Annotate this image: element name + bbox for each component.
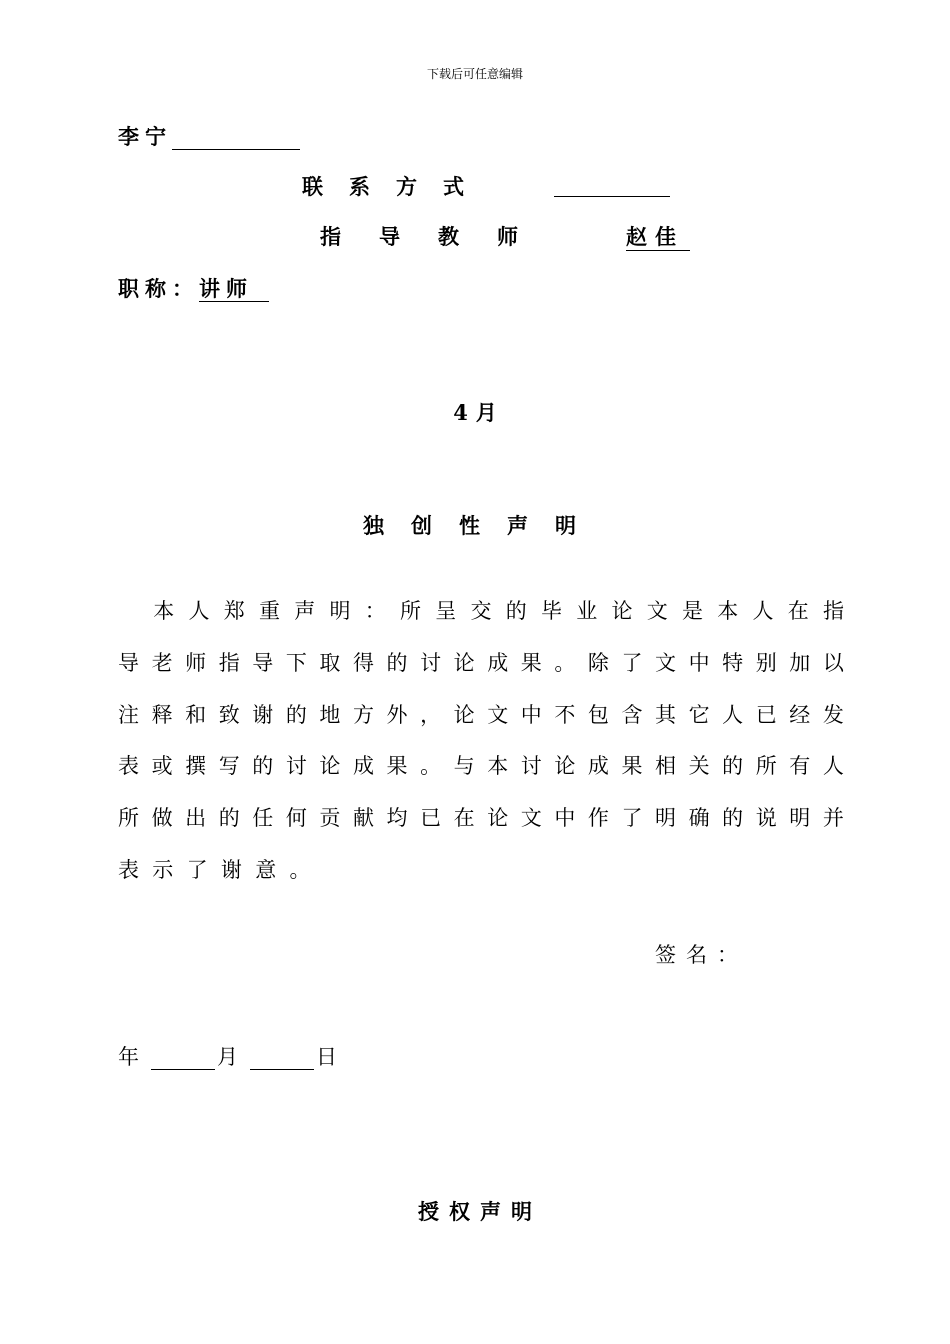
paragraph-line bbox=[118, 753, 844, 779]
paragraph-char: 论 bbox=[554, 754, 576, 778]
paragraph-char: 释 bbox=[151, 703, 173, 727]
paragraph-char: 的 bbox=[505, 599, 527, 623]
paragraph-char: 呈 bbox=[435, 599, 457, 623]
paragraph-char: 撰 bbox=[185, 754, 207, 778]
paragraph-char: ， bbox=[420, 703, 442, 727]
paragraph-char: 经 bbox=[789, 703, 811, 727]
advisor-name: 赵佳 bbox=[626, 224, 690, 251]
paragraph-char: 文 bbox=[520, 806, 542, 830]
authorization-title: 授权声明 bbox=[418, 1199, 542, 1224]
paragraph-char: 均 bbox=[386, 806, 408, 830]
paragraph-char: 成 bbox=[487, 651, 509, 675]
paragraph-char: 做 bbox=[151, 806, 173, 830]
author-line bbox=[118, 124, 300, 150]
paragraph-char: 并 bbox=[822, 806, 844, 830]
paragraph-char: 导 bbox=[252, 651, 274, 675]
paragraph-char: 的 bbox=[386, 651, 408, 675]
month-blank bbox=[151, 1049, 215, 1070]
paragraph-char: 师 bbox=[185, 651, 207, 675]
paragraph-char: 论 bbox=[453, 651, 475, 675]
paragraph-char: 。 bbox=[554, 651, 576, 675]
paragraph-char: 或 bbox=[151, 754, 173, 778]
signature-label: 签名： bbox=[655, 943, 748, 967]
paragraph-char: 人 bbox=[822, 754, 844, 778]
date-month: 月 bbox=[217, 1045, 238, 1069]
paragraph-char: 指 bbox=[218, 651, 240, 675]
paragraph-char: 论 bbox=[319, 754, 341, 778]
paragraph-char: 得 bbox=[352, 651, 374, 675]
paragraph-char: 特 bbox=[722, 651, 744, 675]
paragraph-char: ： bbox=[364, 599, 386, 623]
paragraph-char: 的 bbox=[722, 754, 744, 778]
paragraph-char: 明 bbox=[789, 806, 811, 830]
paragraph-char: 已 bbox=[755, 703, 777, 727]
paragraph-char: 中 bbox=[520, 703, 542, 727]
paragraph-char: 包 bbox=[587, 703, 609, 727]
paragraph-char: 说 bbox=[755, 806, 777, 830]
paragraph-char: 有 bbox=[789, 754, 811, 778]
advisor-label: 指导教师 bbox=[320, 224, 556, 249]
author-blank bbox=[172, 127, 300, 150]
paragraph-char: 写 bbox=[218, 754, 240, 778]
paragraph-char: 和 bbox=[185, 703, 207, 727]
paragraph-char: 重 bbox=[259, 599, 280, 623]
paragraph-char: 已 bbox=[420, 806, 442, 830]
paragraph-char: 毕 bbox=[541, 599, 562, 623]
day-blank bbox=[250, 1049, 314, 1070]
paragraph-char: 论 bbox=[487, 806, 509, 830]
paragraph-line bbox=[118, 650, 844, 676]
paragraph-char: 在 bbox=[787, 599, 809, 623]
paragraph-char: 果 bbox=[386, 754, 408, 778]
paragraph-char: 指 bbox=[823, 599, 844, 623]
paragraph-char: 明 bbox=[655, 806, 676, 830]
title-line bbox=[118, 276, 269, 302]
paragraph-char: 地 bbox=[319, 703, 341, 727]
paragraph-char: 人 bbox=[722, 703, 744, 727]
paragraph-char: 人 bbox=[188, 599, 210, 623]
paragraph-char: 的 bbox=[722, 806, 744, 830]
paragraph-char: 了 bbox=[621, 651, 643, 675]
title-label: 职称： bbox=[118, 276, 199, 301]
paragraph-char: 发 bbox=[822, 703, 844, 727]
paragraph-char: 献 bbox=[352, 806, 374, 830]
paragraph-char: 含 bbox=[621, 703, 643, 727]
paragraph-char: 作 bbox=[587, 806, 609, 830]
paragraph-char: 不 bbox=[554, 703, 576, 727]
paragraph-char: 讨 bbox=[520, 754, 542, 778]
paragraph-char: 文 bbox=[655, 651, 676, 675]
paragraph-char: 老 bbox=[151, 651, 173, 675]
paragraph-char: 以 bbox=[822, 651, 844, 675]
paragraph-char: 文 bbox=[487, 703, 509, 727]
date-line bbox=[118, 1044, 337, 1070]
paragraph-char: 讨 bbox=[420, 651, 442, 675]
paragraph-char: 所 bbox=[118, 806, 139, 830]
paragraph-char: 外 bbox=[386, 703, 408, 727]
paragraph-char: 与 bbox=[453, 754, 475, 778]
paragraph-char: 的 bbox=[252, 754, 274, 778]
paragraph-char: 交 bbox=[470, 599, 492, 623]
paragraph-char: 导 bbox=[118, 651, 139, 675]
paragraph-char: 的 bbox=[285, 703, 307, 727]
paragraph-char: 论 bbox=[453, 703, 475, 727]
paragraph-char: 关 bbox=[688, 754, 710, 778]
paragraph-char: 论 bbox=[611, 599, 633, 623]
paragraph-char: 本 bbox=[487, 754, 509, 778]
author-name: 李宁 bbox=[118, 124, 172, 149]
paragraph-char: 是 bbox=[682, 599, 703, 623]
title-value: 讲师 bbox=[199, 276, 269, 302]
paragraph-char: 人 bbox=[752, 599, 774, 623]
paragraph-char: 所 bbox=[400, 599, 421, 623]
paragraph-char: 声 bbox=[294, 599, 316, 623]
paragraph-char: 。 bbox=[420, 754, 442, 778]
paragraph-char: 致 bbox=[218, 703, 240, 727]
paragraph-char: 除 bbox=[587, 651, 609, 675]
paragraph-char: 本 bbox=[717, 599, 739, 623]
paragraph-char: 别 bbox=[755, 651, 777, 675]
header-note: 下载后可任意编辑 bbox=[426, 67, 523, 81]
paragraph-char: 加 bbox=[789, 651, 811, 675]
paragraph-char: 确 bbox=[688, 806, 710, 830]
originality-title: 独创性声明 bbox=[363, 513, 603, 538]
paragraph-char: 表 bbox=[118, 754, 139, 778]
paragraph-char: 成 bbox=[587, 754, 609, 778]
paragraph-char: 取 bbox=[319, 651, 341, 675]
paragraph-char: 成 bbox=[352, 754, 374, 778]
date-day: 日 bbox=[316, 1045, 337, 1069]
paragraph-char: 郑 bbox=[223, 599, 245, 623]
paragraph-char: 下 bbox=[285, 651, 307, 675]
paragraph-char: 的 bbox=[218, 806, 240, 830]
paragraph-char: 出 bbox=[185, 806, 207, 830]
month-text: 4月 bbox=[453, 400, 505, 425]
contact-label: 联系方式 bbox=[302, 174, 490, 199]
paragraph-char: 它 bbox=[688, 703, 710, 727]
paragraph-char: 何 bbox=[285, 806, 307, 830]
paragraph-char: 业 bbox=[576, 599, 598, 623]
paragraph-char: 明 bbox=[329, 599, 351, 623]
paragraph-char: 谢 bbox=[252, 703, 274, 727]
paragraph-line bbox=[118, 702, 844, 728]
paragraph-char bbox=[118, 598, 139, 624]
paragraph-char: 相 bbox=[655, 754, 676, 778]
paragraph-char: 果 bbox=[520, 651, 542, 675]
paragraph-char: 讨 bbox=[285, 754, 307, 778]
paragraph-char: 注 bbox=[118, 703, 139, 727]
paragraph-char: 文 bbox=[646, 599, 668, 623]
date-year: 年 bbox=[118, 1045, 139, 1069]
paragraph-last-line: 表示了谢意。 bbox=[118, 858, 324, 882]
paragraph-char: 方 bbox=[352, 703, 374, 727]
paragraph-char: 了 bbox=[621, 806, 643, 830]
paragraph-char: 其 bbox=[655, 703, 676, 727]
paragraph-char: 所 bbox=[755, 754, 777, 778]
paragraph-char: 贡 bbox=[319, 806, 341, 830]
paragraph-char: 中 bbox=[688, 651, 710, 675]
paragraph-line bbox=[118, 598, 844, 624]
paragraph-char: 中 bbox=[554, 806, 576, 830]
paragraph-line bbox=[118, 805, 844, 831]
paragraph-char: 果 bbox=[621, 754, 643, 778]
paragraph-char: 任 bbox=[252, 806, 274, 830]
paragraph-char: 本 bbox=[153, 599, 175, 623]
contact-blank bbox=[554, 174, 670, 197]
paragraph-char: 在 bbox=[453, 806, 475, 830]
